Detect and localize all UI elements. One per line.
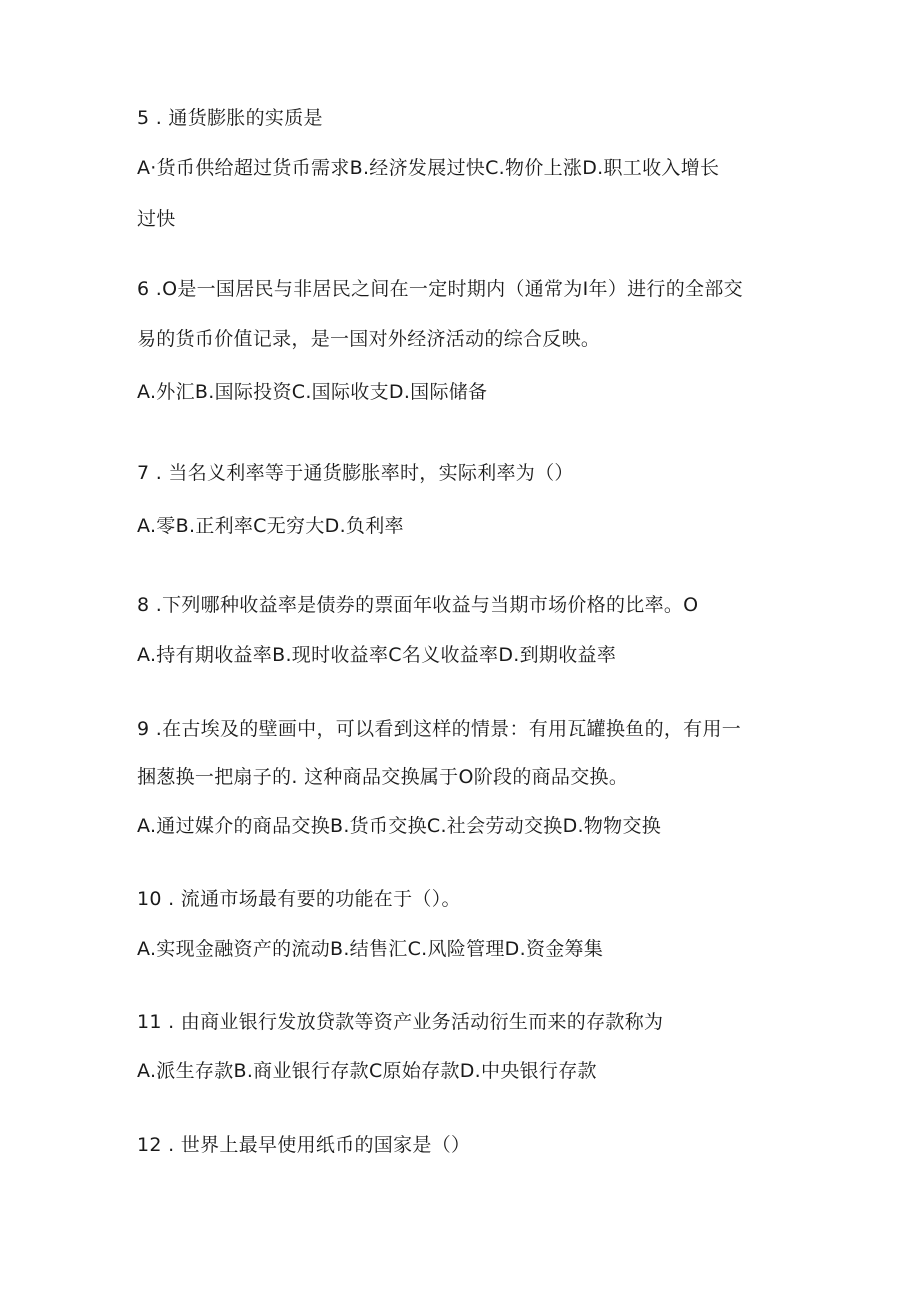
- question-5-options-continued: 过快: [137, 208, 176, 230]
- question-6-text: 6 .O是一国居民与非居民之间在一定时期内（通常为I年）进行的全部交: [137, 278, 743, 300]
- question-6-text-continued: 易的货币价值记录，是一国对外经济活动的综合反映。: [137, 328, 601, 350]
- question-5-text: 5 . 通货膨胀的实质是: [137, 107, 323, 129]
- question-10-options: A.实现金融资产的流动B.结售汇C.风险管理D.资金筹集: [137, 938, 604, 960]
- question-12-text: 12 . 世界上最早使用纸币的国家是（）: [137, 1134, 471, 1156]
- question-8-options: A.持有期收益率B.现时收益率C名义收益率D.到期收益率: [137, 644, 617, 666]
- question-7-text: 7 . 当名义利率等于通货膨胀率时，实际利率为（）: [137, 462, 574, 484]
- question-6-options: A.外汇B.国际投资C.国际收支D.国际储备: [137, 381, 488, 403]
- question-5-options: A·货币供给超过货币需求B.经济发展过快C.物价上涨D.职工收入增长: [137, 157, 720, 179]
- question-10-text: 10 . 流通市场最有要的功能在于（）。: [137, 888, 461, 910]
- question-9-text-continued: 捆葱换一把扇子的. 这种商品交换属于O阶段的商品交换。: [137, 766, 629, 788]
- question-9-options: A.通过媒介的商品交换B.货币交换C.社会劳动交换D.物物交换: [137, 815, 662, 837]
- question-7-options: A.零B.正利率C无穷大D.负利率: [137, 515, 404, 537]
- question-11-text: 11 . 由商业银行发放贷款等资产业务活动衍生而来的存款称为: [137, 1011, 664, 1033]
- question-9-text: 9 .在古埃及的壁画中，可以看到这样的情景：有用瓦罐换鱼的，有用一: [137, 718, 742, 740]
- question-11-options: A.派生存款B.商业银行存款C原始存款D.中央银行存款: [137, 1060, 597, 1082]
- question-8-text: 8 .下列哪种收益率是债券的票面年收益与当期市场价格的比率。O: [137, 594, 699, 616]
